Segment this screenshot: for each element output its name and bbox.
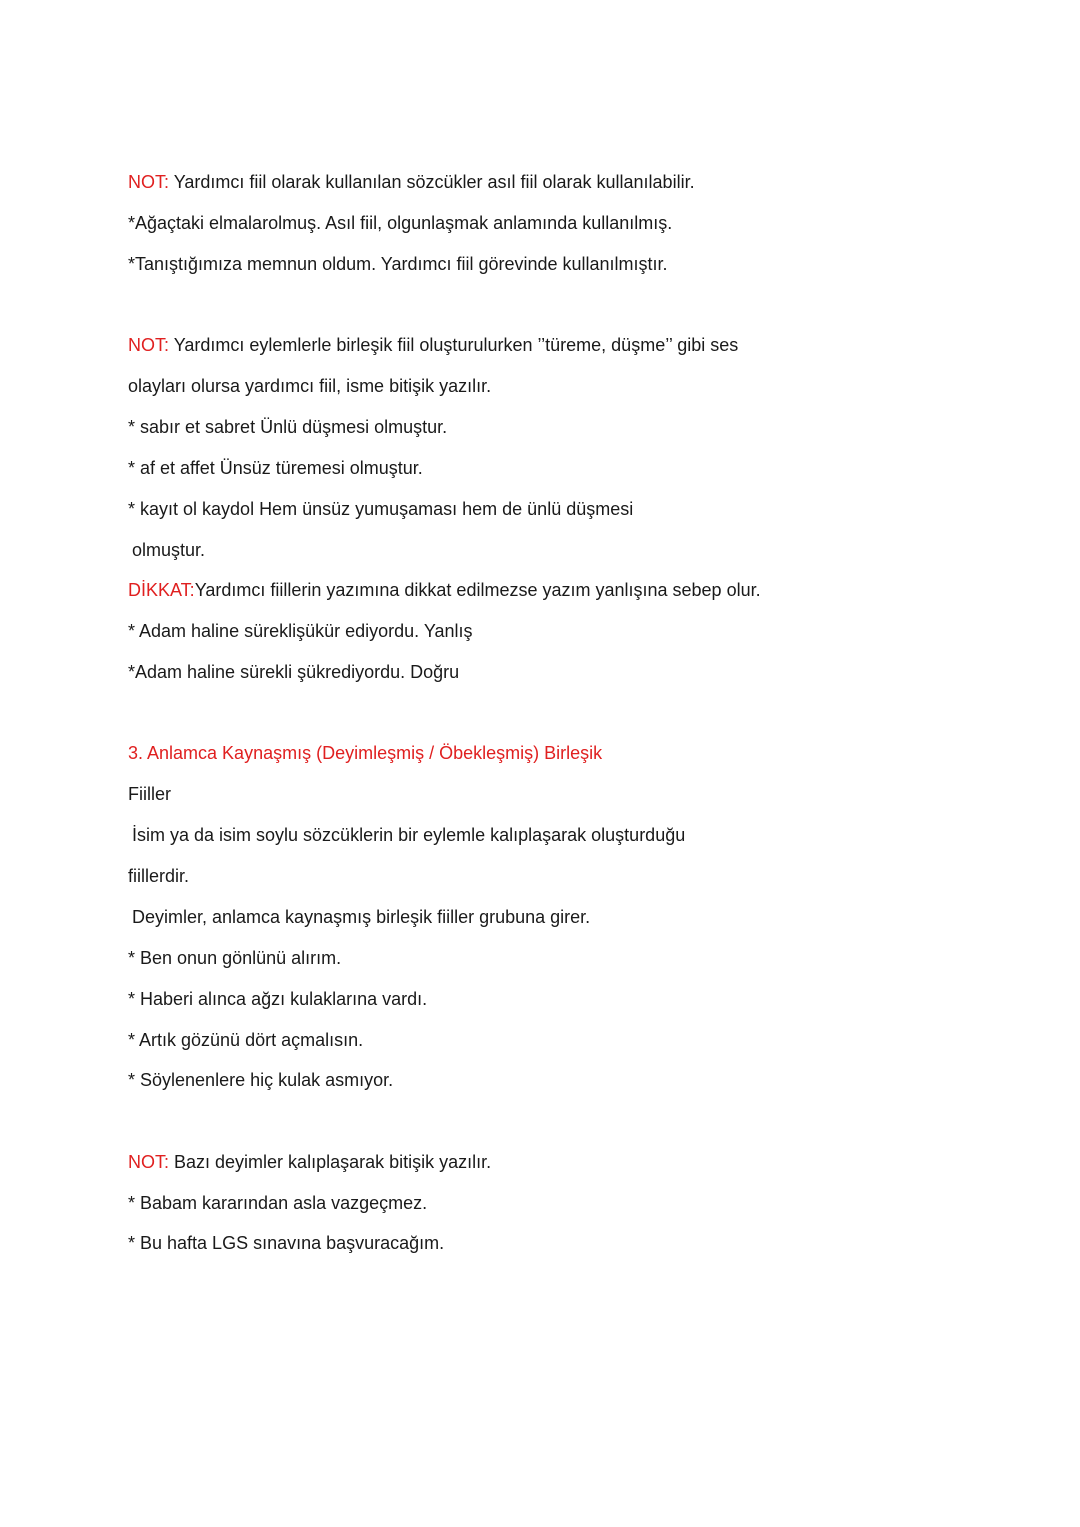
note1-example-1: *Ağaçtaki elmalarolmuş. Asıl fiil, olgunlaşmak anlamında kullanılmış. xyxy=(128,213,673,233)
section3-example-1: * Ben onun gönlünü alırım. xyxy=(128,948,342,968)
section3-description-2: fiillerdir. xyxy=(128,866,190,886)
section3-example-3: * Artık gözünü dört açmalısın. xyxy=(128,1030,364,1050)
note3-example-1: * Babam kararından asla vazgeçmez. xyxy=(128,1193,428,1213)
section3-description-3: Deyimler, anlamca kaynaşmış birleşik fiiller grubuna girer. xyxy=(132,907,591,927)
note2-example-2: * af et affet Ünsüz türemesi olmuştur. xyxy=(128,458,423,478)
section3-heading-continued: Fiiller xyxy=(128,784,171,804)
note1-text: Yardımcı fiil olarak kullanılan sözcükler asıl fiil olarak kullanılabilir. xyxy=(169,172,695,192)
caution-example-2: *Adam haline sürekli şükrediyordu. Doğru xyxy=(128,662,460,682)
caution-example-1: * Adam haline süreklişükür ediyordu. Yanlış xyxy=(128,621,473,641)
note2-label: NOT: xyxy=(128,335,170,355)
note1-line xyxy=(128,170,695,194)
caution-label: DİKKAT: xyxy=(128,580,195,600)
note2-example-1: * sabır et sabret Ünlü düşmesi olmuştur. xyxy=(128,417,448,437)
note2-text-continued: olayları olursa yardımcı fiil, isme bitişik yazılır. xyxy=(128,376,492,396)
note1-example-2: *Tanıştığımıza memnun oldum. Yardımcı fiil görevinde kullanılmıştır. xyxy=(128,254,668,274)
note2-text: Yardımcı eylemlerle birleşik fiil oluşturulurken ’’türeme, düşme’’ gibi ses xyxy=(169,335,739,355)
note2-line xyxy=(128,333,738,357)
note3-text: Bazı deyimler kalıplaşarak bitişik yazılır. xyxy=(169,1152,492,1172)
note3-example-2: * Bu hafta LGS sınavına başvuracağım. xyxy=(128,1233,445,1253)
note2-example-3-continued: olmuştur. xyxy=(132,540,206,560)
note3-label: NOT: xyxy=(128,1152,170,1172)
caution-line xyxy=(128,578,761,602)
section3-description-1: İsim ya da isim soylu sözcüklerin bir eylemle kalıplaşarak oluşturduğu xyxy=(132,825,686,845)
section3-example-4: * Söylenenlere hiç kulak asmıyor. xyxy=(128,1070,394,1090)
note3-line xyxy=(128,1150,491,1174)
caution-text: Yardımcı fiillerin yazımına dikkat edilmezse yazım yanlışına sebep olur. xyxy=(194,580,761,600)
note2-example-3: * kayıt ol kaydol Hem ünsüz yumuşaması hem de ünlü düşmesi xyxy=(128,499,634,519)
section3-example-2: * Haberi alınca ağzı kulaklarına vardı. xyxy=(128,989,428,1009)
section3-heading: 3. Anlamca Kaynaşmış (Deyimleşmiş / Öbekleşmiş) Birleşik xyxy=(128,743,603,763)
note1-label: NOT: xyxy=(128,172,170,192)
